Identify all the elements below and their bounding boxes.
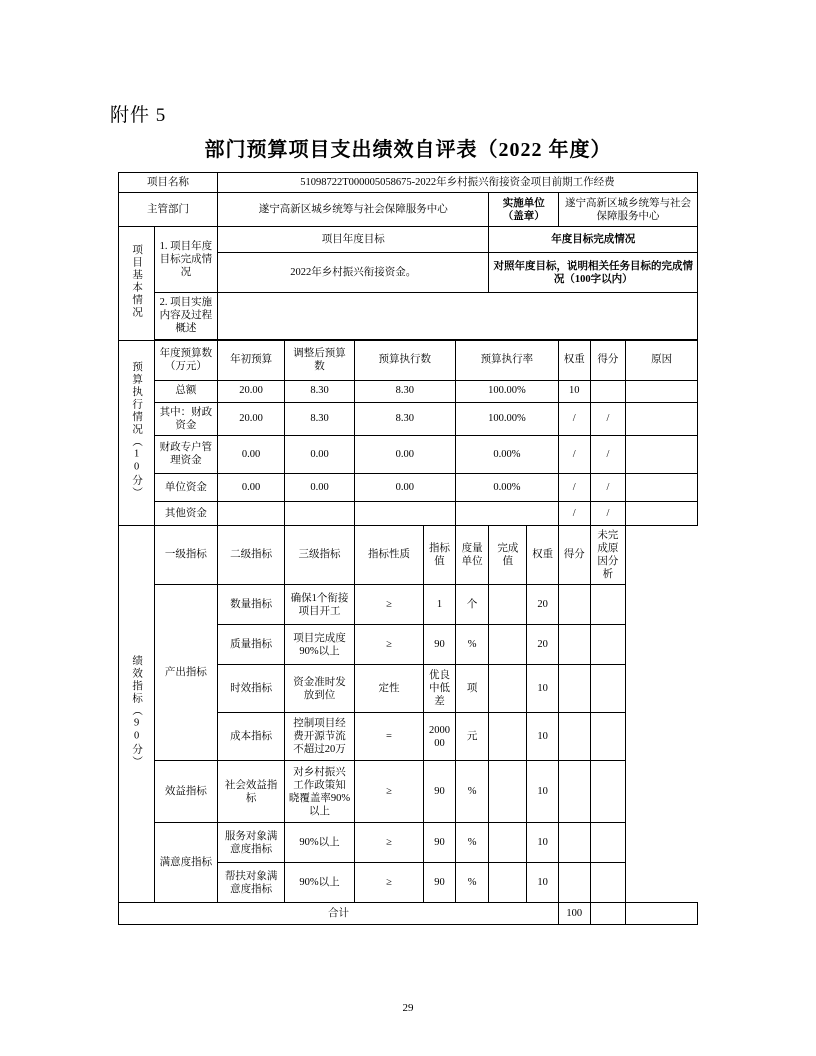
perf-cell-unit: %	[455, 761, 489, 823]
budget-cell-initial: 0.00	[217, 473, 284, 501]
perf-header-weight: 权重	[527, 525, 559, 585]
budget-cell-category: 总额	[154, 380, 217, 402]
performance-self-evaluation-table	[118, 172, 698, 925]
budget-header-category: 年度预算数（万元）	[154, 340, 217, 380]
budget-header-adjusted: 调整后预算数	[285, 340, 354, 380]
perf-cell-level2: 服务对象满意度指标	[217, 823, 284, 863]
perf-cell-analysis	[590, 585, 626, 625]
basic-info-side-label	[119, 227, 155, 340]
perf-cell-unit: 个	[455, 585, 489, 625]
annual-target-header: 项目年度目标	[217, 227, 489, 253]
budget-cell-executed: 8.30	[354, 380, 455, 402]
perf-cell-value: 1	[424, 585, 456, 625]
table-row-budget	[119, 380, 698, 402]
perf-cell-level3: 对乡村振兴工作政策知晓覆盖率90%以上	[285, 761, 354, 823]
annual-target-value: 2022年乡村振兴衔接资金。	[217, 253, 489, 293]
budget-cell-score	[590, 380, 626, 402]
perf-cell-value: 90	[424, 761, 456, 823]
perf-cell-unit: %	[455, 823, 489, 863]
budget-cell-rate: 100.00%	[455, 380, 558, 402]
perf-cell-level3: 控制项目经费开源节流不超过20万	[285, 713, 354, 761]
budget-cell-score: /	[590, 501, 626, 525]
perf-cell-actual	[489, 713, 527, 761]
department-label: 主管部门	[119, 193, 218, 227]
performance-side-label	[119, 525, 155, 903]
budget-cell-category: 其中：财政资金	[154, 402, 217, 435]
budget-cell-reason	[626, 473, 698, 501]
perf-cell-weight: 10	[527, 713, 559, 761]
item2-value	[217, 293, 697, 339]
perf-header-level2: 二级指标	[217, 525, 284, 585]
perf-cell-analysis	[590, 665, 626, 713]
implementing-unit-value: 遂宁高新区城乡统筹与社会保障服务中心	[558, 193, 697, 227]
budget-header-score: 得分	[590, 340, 626, 380]
perf-cell-weight: 10	[527, 823, 559, 863]
perf-cell-unit: %	[455, 863, 489, 903]
perf-cell-score	[558, 665, 590, 713]
budget-cell-rate: 0.00%	[455, 435, 558, 473]
implementing-unit-label	[489, 193, 558, 227]
budget-cell-rate: 0.00%	[455, 473, 558, 501]
perf-header-actual: 完成值	[489, 525, 527, 585]
performance-side-label-text: 绩效指标（90分）	[131, 655, 143, 769]
perf-cell-score	[558, 823, 590, 863]
budget-cell-initial: 20.00	[217, 402, 284, 435]
perf-header-score: 得分	[558, 525, 590, 585]
perf-cell-actual	[489, 585, 527, 625]
perf-cell-value: 200000	[424, 713, 456, 761]
table-row-budget	[119, 435, 698, 473]
perf-header-value: 指标值	[424, 525, 456, 585]
perf-cell-weight: 10	[527, 863, 559, 903]
budget-cell-category: 财政专户管理资金	[154, 435, 217, 473]
table-row-budget-header	[119, 340, 698, 380]
perf-cell-nature: ≥	[354, 761, 423, 823]
item2-label: 2. 项目实施内容及过程概述	[154, 293, 217, 339]
perf-cell-level3: 90%以上	[285, 863, 354, 903]
perf-cell-unit: %	[455, 625, 489, 665]
table-row-department	[119, 193, 698, 227]
perf-cell-level1: 产出指标	[154, 585, 217, 761]
table-row-budget	[119, 473, 698, 501]
basic-info-side-label-text: 项目基本情况	[131, 243, 143, 319]
perf-cell-weight: 20	[527, 585, 559, 625]
budget-cell-score: /	[590, 402, 626, 435]
perf-cell-level2: 质量指标	[217, 625, 284, 665]
perf-cell-actual	[489, 625, 527, 665]
perf-cell-level2: 数量指标	[217, 585, 284, 625]
budget-header-rate: 预算执行率	[455, 340, 558, 380]
budget-cell-reason	[626, 402, 698, 435]
page-title: 部门预算项目支出绩效自评表（2022 年度）	[204, 139, 612, 161]
budget-cell-initial: 0.00	[217, 435, 284, 473]
perf-cell-nature: 定性	[354, 665, 423, 713]
total-label: 合计	[119, 903, 559, 925]
budget-cell-weight: /	[558, 435, 590, 473]
perf-cell-nature: =	[354, 713, 423, 761]
table-row-performance	[119, 585, 698, 625]
department-value: 遂宁高新区城乡统筹与社会保障服务中心	[217, 193, 489, 227]
budget-side-label	[119, 340, 155, 525]
perf-cell-nature: ≥	[354, 823, 423, 863]
perf-cell-level3: 项目完成度90%以上	[285, 625, 354, 665]
budget-cell-category: 单位资金	[154, 473, 217, 501]
budget-cell-score: /	[590, 473, 626, 501]
perf-cell-unit: 元	[455, 713, 489, 761]
perf-header-nature: 指标性质	[354, 525, 423, 585]
budget-cell-executed: 0.00	[354, 473, 455, 501]
perf-cell-score	[558, 863, 590, 903]
budget-cell-rate: 100.00%	[455, 402, 558, 435]
budget-cell-category: 其他资金	[154, 501, 217, 525]
item1-label: 1. 项目年度目标完成情况	[154, 227, 217, 293]
budget-cell-adjusted: 8.30	[285, 380, 354, 402]
table-row-total	[119, 903, 698, 925]
perf-cell-weight: 10	[527, 761, 559, 823]
annual-result-header: 年度目标完成情况	[489, 227, 698, 253]
page-number: 29	[402, 1002, 414, 1014]
perf-cell-actual	[489, 823, 527, 863]
perf-cell-score	[558, 761, 590, 823]
perf-cell-nature: ≥	[354, 625, 423, 665]
budget-cell-adjusted	[285, 501, 354, 525]
perf-cell-value: 优良中低差	[424, 665, 456, 713]
perf-cell-actual	[489, 863, 527, 903]
budget-side-label-text: 预算执行情况（10分）	[131, 361, 143, 500]
budget-cell-adjusted: 0.00	[285, 473, 354, 501]
total-score	[590, 903, 626, 925]
table-row-performance	[119, 761, 698, 823]
implementing-unit-label-line1: 实施单位	[502, 197, 545, 209]
implementing-unit-label-line2: （盖章）	[502, 210, 545, 222]
budget-cell-executed	[354, 501, 455, 525]
perf-cell-value: 90	[424, 823, 456, 863]
perf-cell-analysis	[590, 713, 626, 761]
budget-cell-weight: /	[558, 501, 590, 525]
budget-cell-reason	[626, 435, 698, 473]
perf-cell-level3: 确保1个衔接项目开工	[285, 585, 354, 625]
table-row-performance-header	[119, 525, 698, 585]
attachment-label: 附件 5	[110, 105, 167, 126]
perf-cell-level1: 满意度指标	[154, 823, 217, 903]
budget-cell-reason	[626, 501, 698, 525]
perf-header-unit: 度量单位	[455, 525, 489, 585]
perf-cell-nature: ≥	[354, 585, 423, 625]
table-row-performance	[119, 823, 698, 863]
perf-cell-analysis	[590, 863, 626, 903]
perf-header-level3: 三级指标	[285, 525, 354, 585]
budget-cell-initial	[217, 501, 284, 525]
table-row-item2-label	[119, 293, 698, 339]
budget-cell-initial: 20.00	[217, 380, 284, 402]
perf-cell-weight: 10	[527, 665, 559, 713]
budget-header-initial: 年初预算	[217, 340, 284, 380]
perf-cell-actual	[489, 761, 527, 823]
budget-cell-weight: /	[558, 402, 590, 435]
budget-cell-weight: 10	[558, 380, 590, 402]
budget-cell-weight: /	[558, 473, 590, 501]
perf-cell-level2: 帮扶对象满意度指标	[217, 863, 284, 903]
table-row-budget	[119, 501, 698, 525]
budget-cell-rate	[455, 501, 558, 525]
budget-cell-executed: 8.30	[354, 402, 455, 435]
perf-cell-score	[558, 585, 590, 625]
budget-header-reason: 原因	[626, 340, 698, 380]
budget-cell-executed: 0.00	[354, 435, 455, 473]
perf-cell-analysis	[590, 625, 626, 665]
perf-cell-actual	[489, 665, 527, 713]
perf-cell-score	[558, 625, 590, 665]
budget-cell-adjusted: 0.00	[285, 435, 354, 473]
budget-cell-reason	[626, 380, 698, 402]
perf-cell-analysis	[590, 823, 626, 863]
table-row-annual-target-header	[119, 227, 698, 253]
perf-cell-value: 90	[424, 863, 456, 903]
perf-cell-level3: 90%以上	[285, 823, 354, 863]
project-name-value: 51098722T000005058675-2022年乡村振兴衔接资金项目前期工作经费	[217, 173, 697, 193]
project-name-label: 项目名称	[119, 173, 218, 193]
budget-header-weight: 权重	[558, 340, 590, 380]
annual-result-value: 对照年度目标，说明相关任务目标的完成情况（100字以内）	[489, 253, 698, 293]
perf-cell-level2: 成本指标	[217, 713, 284, 761]
perf-cell-level2: 时效指标	[217, 665, 284, 713]
budget-cell-adjusted: 8.30	[285, 402, 354, 435]
budget-cell-score: /	[590, 435, 626, 473]
perf-cell-value: 90	[424, 625, 456, 665]
perf-header-analysis: 未完成原因分析	[590, 525, 626, 585]
table-row-budget	[119, 402, 698, 435]
table-row-project-name	[119, 173, 698, 193]
perf-cell-weight: 20	[527, 625, 559, 665]
perf-cell-level3: 资金准时发放到位	[285, 665, 354, 713]
perf-cell-analysis	[590, 761, 626, 823]
perf-cell-unit: 项	[455, 665, 489, 713]
perf-cell-level2: 社会效益指标	[217, 761, 284, 823]
perf-header-level1: 一级指标	[154, 525, 217, 585]
budget-header-executed: 预算执行数	[354, 340, 455, 380]
total-empty	[626, 903, 698, 925]
total-weight: 100	[558, 903, 590, 925]
perf-cell-level1: 效益指标	[154, 761, 217, 823]
perf-cell-nature: ≥	[354, 863, 423, 903]
perf-cell-score	[558, 713, 590, 761]
